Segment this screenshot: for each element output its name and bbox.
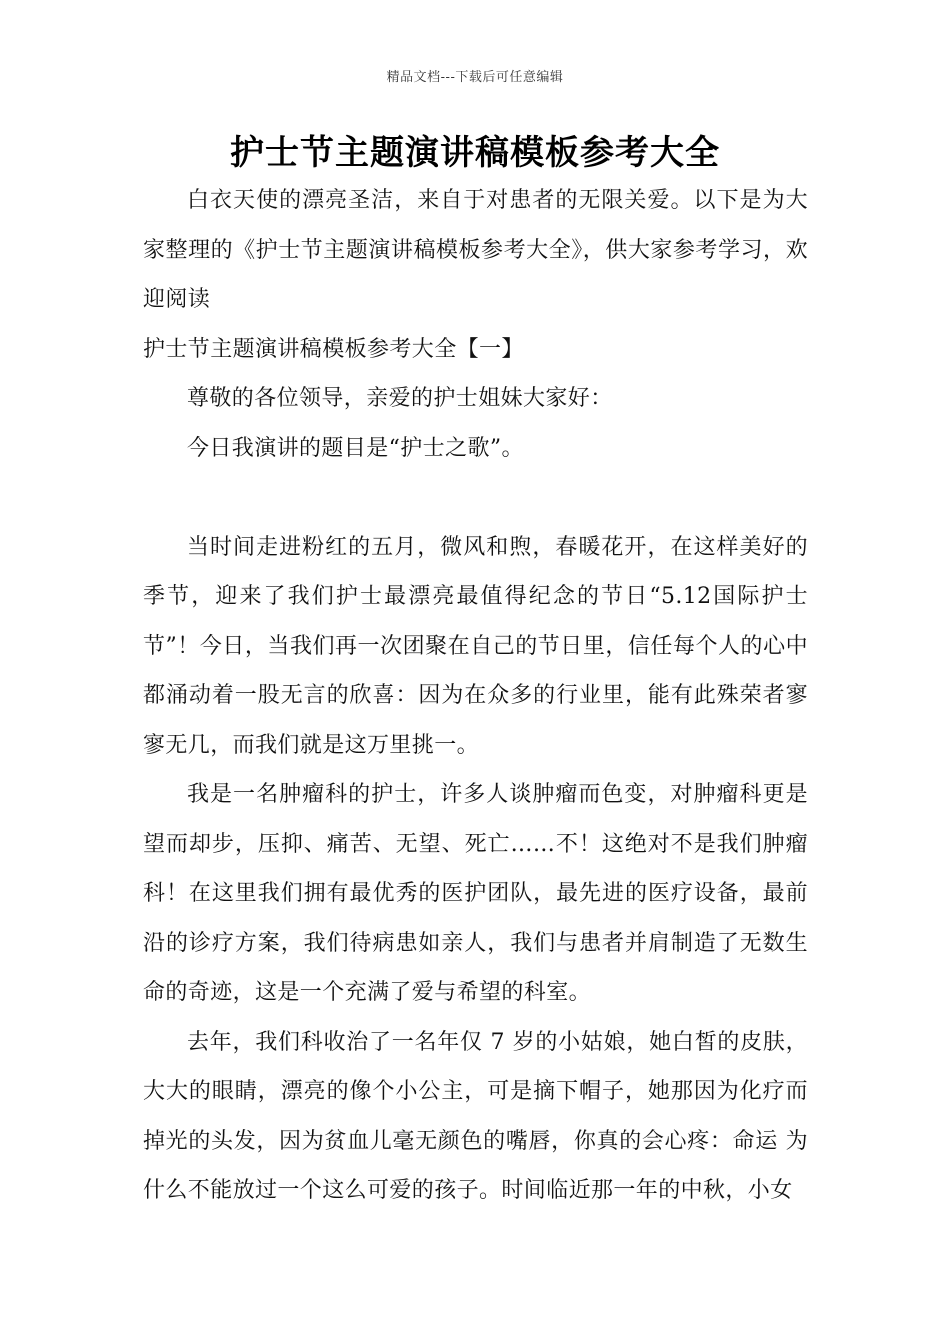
section-heading: 护士节主题演讲稿模板参考大全【一】 — [143, 336, 524, 362]
body-paragraph-2: 我是一名肿瘤科的护士，许多人谈肿瘤而色变，对肿瘤科更是望而却步，压抑、痛苦、无望、死亡……不！这绝对不是我们肿瘤科！在这里我们拥有最优秀的医护团队，最先进的医疗设备，最前沿的诊疗方案，我们待病患如亲人，我们与患者并肩制造了无数生命的奇迹，这是一个充满了爱与希望的科室。 — [143, 782, 808, 1005]
document-title: 护士节主题演讲稿模板参考大全 — [230, 133, 720, 173]
topic-paragraph: 今日我演讲的题目是“护士之歌”。 — [187, 435, 524, 461]
intro-paragraph: 白衣天使的漂亮圣洁，来自于对患者的无限关爱。以下是为大家整理的《护士节主题演讲稿模板参考大全》，供大家参考学习，欢迎阅读 — [143, 188, 808, 312]
greeting-paragraph: 尊敬的各位领导，亲爱的护士姐妹大家好： — [187, 386, 613, 411]
blank-line — [143, 473, 808, 523]
body-paragraph-3: 去年，我们科收治了一名年仅 7 岁的小姑娘，她白皙的皮肤，大大的眼睛，漂亮的像个小公主，可是摘下帽子，她那因为化疗而掉光的头发，因为贫血儿毫无颜色的嘴唇，你真的会心疼：命运 为什么不能放过一个这么可爱的孩子。时间临近那一年的中秋，小女 — [143, 1029, 808, 1203]
document-body — [143, 176, 808, 1216]
body-paragraph-1: 当时间走进粉红的五月，微风和煦，春暖花开，在这样美好的季节，迎来了我们护士最漂亮最值得纪念的节日“5.12国际护士节”！今日，当我们再一次团聚在自己的节日里，信任每个人的心中都涌动着一股无言的欣喜：因为在众多的行业里，能有此殊荣者寥寥无几，而我们就是这万里挑一。 — [143, 534, 808, 758]
header-note: 精品文档---下载后可任意编辑 — [386, 70, 564, 85]
